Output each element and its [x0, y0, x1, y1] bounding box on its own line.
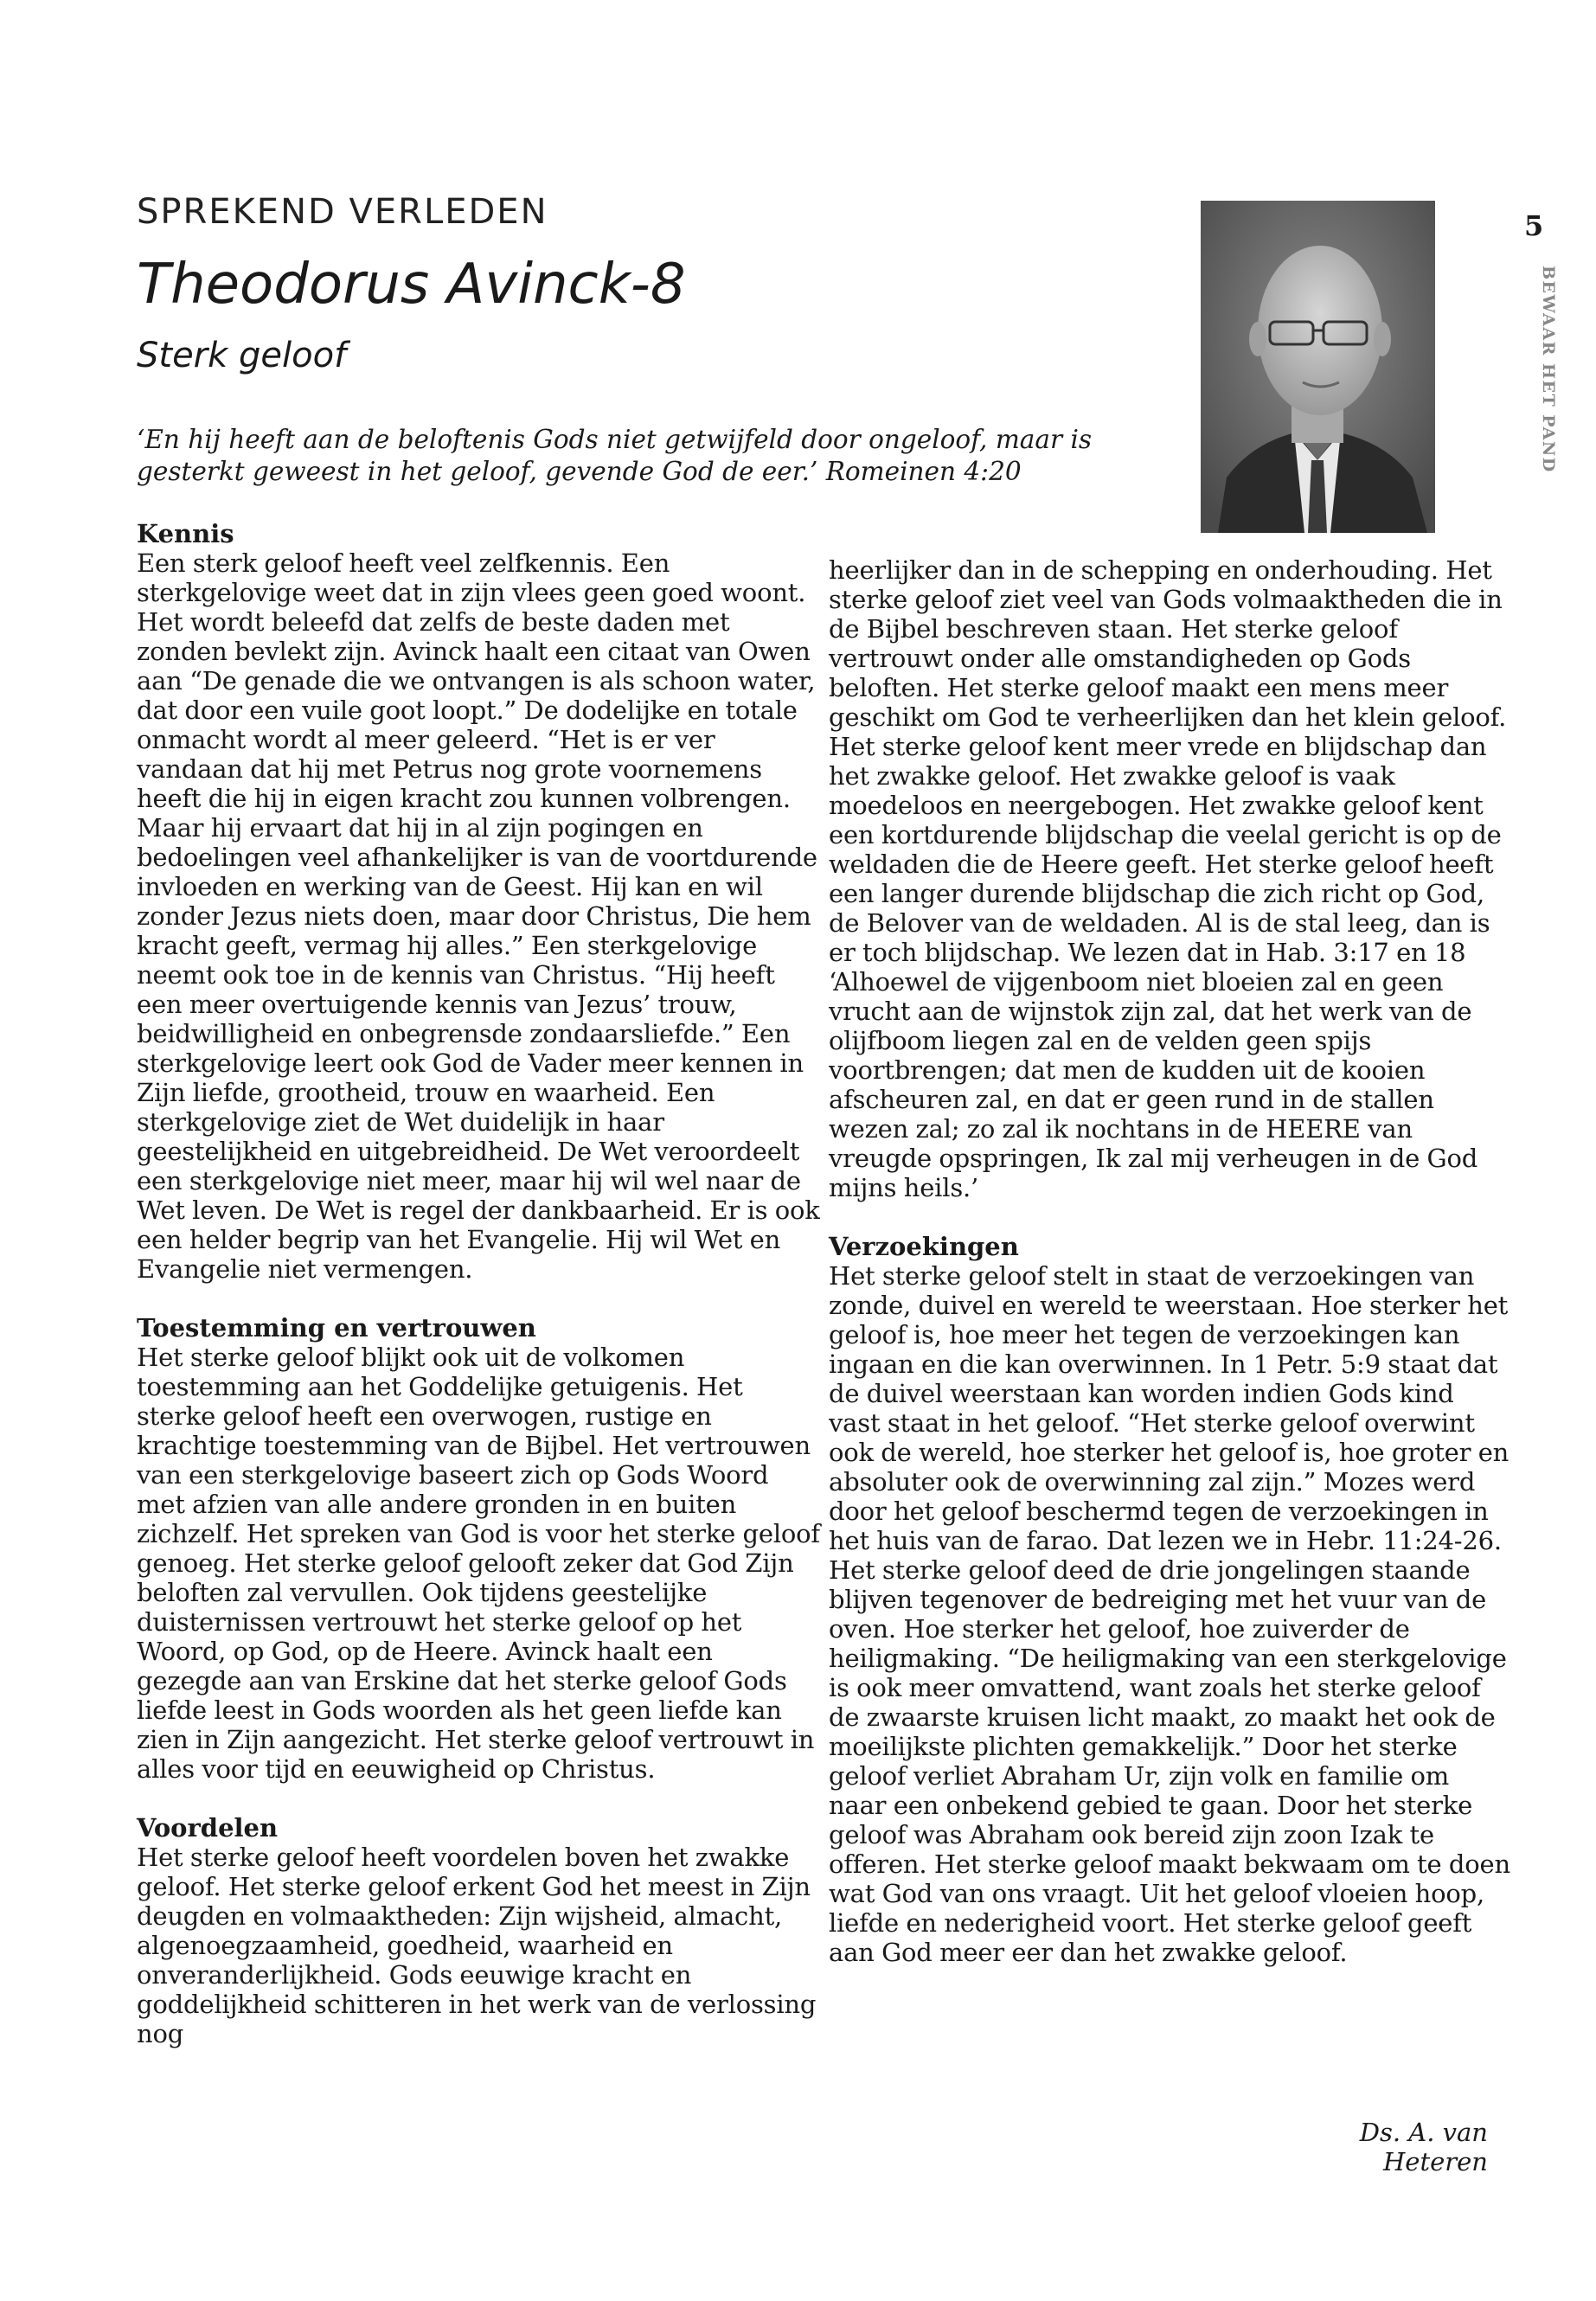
scripture-quote: ‘En hij heeft aan de beloftenis Gods niet getwijfeld door ongeloof, maar is gesterkt geweest in het geloof, gevende God de eer.’ Romeinen 4:20 — [137, 425, 1093, 486]
heading-kennis: Kennis — [137, 519, 234, 548]
left-column — [137, 519, 820, 2048]
heading-voordelen: Voordelen — [137, 1813, 279, 1843]
right-column — [829, 555, 1512, 1967]
paragraph-voordelen: Het sterke geloof heeft voordelen boven het zwakke geloof. Het sterke geloof erkent God het meest in Zijn deugden en volmaaktheden: Zijn wijsheid, almacht, algenoegzaamheid, goedheid, waarheid en onveranderlijkheid. Gods eeuwige kracht en goddelijkheid schitteren in het werk van de verlossing nog — [137, 1843, 817, 2048]
article-title: Theodorus Avinck-8 — [137, 253, 686, 317]
running-head-text: BEWAAR HET PAND — [1539, 266, 1558, 473]
paragraph-toestemming: Het sterke geloof blijkt ook uit de volkomen toestemming aan het Goddelijke getuigenis. Het sterke geloof heeft een overwogen, rustige en krachtige toestemming van de Bijbel. Het vertrouwen van een sterkgelovige baseert zich op Gods Woord met afzien van alle andere gronden in en buiten zichzelf. Het spreken van God is voor het sterke geloof genoeg. Het sterke geloof gelooft zeker dat God Zijn beloften zal vervullen. Ook tijdens geestelijke duisternissen vertrouwt het sterke geloof op het Woord, op God, op de Heere. Avinck haalt een gezegde aan van Erskine dat het sterke geloof Gods liefde leest in Gods woorden als het geen liefde kan zien in Zijn aangezicht. Het sterke geloof vertrouwt in alles voor tijd en eeuwigheid op Christus. — [137, 1343, 820, 1784]
portrait-icon — [1201, 201, 1435, 533]
author-signature: Ds. A. van Heteren — [1359, 2118, 1488, 2176]
paragraph-verzoekingen: Het sterke geloof stelt in staat de verzoekingen van zonde, duivel en wereld te weerstaan. Hoe sterker het geloof is, hoe meer het tegen de verzoekingen kan ingaan en die kan overwinnen. In 1 Petr. 5:9 staat dat de duivel weerstaan kan worden indien Gods kind vast staat in het geloof. “Het sterke geloof overwint ook de wereld, hoe sterker het geloof is, hoe groter en absoluter ook de overwinning zal zijn.” Mozes werd door het geloof beschermd tegen de verzoekingen in het huis van de farao. Dat lezen we in Hebr. 11:24-26. Het sterke geloof deed de drie jongelingen staande blijven tegenover de bedreiging met het vuur van de oven. Hoe sterker het geloof, hoe zuiverder de heiligmaking. “De heiligmaking van een sterkgelovige is ook meer omvattend, want zoals het sterke geloof de zwaarste kruisen licht maakt, zo maakt het ook de moeilijkste plichten gemakkelijk.” Door het sterke geloof verliet Abraham Ur, zijn volk en familie om naar een onbekend gebied te gaan. Door het sterke geloof was Abraham ook bereid zijn zoon Izak te offeren. Het sterke geloof maakt bekwaam om te doen wat God van ons vraagt. Uit het geloof vloeien hoop, liefde en nederigheid voort. Het sterke geloof geeft aan God meer eer dan het zwakke geloof. — [829, 1261, 1510, 1967]
paragraph-continuation: heerlijker dan in de schepping en onderhouding. Het sterke geloof ziet veel van Gods volmaaktheden die in de Bijbel beschreven staan. Het sterke geloof vertrouwt onder alle omstandigheden op Gods beloften. Het sterke geloof maakt een mens meer geschikt om God te verheerlijken dan het klein geloof. Het sterke geloof kent meer vrede en blijdschap dan het zwakke geloof. Het zwakke geloof is vaak moedeloos en neergebogen. Het zwakke geloof kent een kortdurende blijdschap die veelal gericht is op de weldaden die de Heere geeft. Het sterke geloof heeft een langer durende blijdschap die zich richt op God, de Belover van de weldaden. Al is de stal leeg, dan is er toch blijdschap. We lezen dat in Hab. 3:17 en 18 ‘Alhoewel de vijgenboom niet bloeien zal en geen vrucht aan de wijnstok zijn zal, dat het werk van de olijfboom liegen zal en de velden geen spijs voortbrengen; dat men de kudden uit de kooien afscheuren zal, en dat er geen rund in de stallen wezen zal; zo zal ik nochtans in de HEERE van vreugde opspringen, Ik zal mij verheugen in de God mijns heils.’ — [829, 555, 1507, 1202]
running-head — [1535, 266, 1558, 473]
heading-verzoekingen: Verzoekingen — [829, 1232, 1019, 1261]
section-label: SPREKEND VERLEDEN — [137, 192, 548, 232]
paragraph-kennis: Een sterk geloof heeft veel zelfkennis. Een sterkgelovige weet dat in zijn vlees geen goed woont. Het wordt beleefd dat zelfs de beste daden met zonden bevlekt zijn. Avinck haalt een citaat van Owen aan “De genade die we ontvangen is als schoon water, dat door een vuile goot loopt.” De dodelijke en totale onmacht wordt al meer geleerd. “Het is er ver vandaan dat hij met Petrus nog grote voornemens heeft die hij in eigen kracht zou kunnen volbrengen. Maar hij ervaart dat hij in al zijn pogingen en bedoelingen veel afhankelijker is van de voortdurende invloeden en werking van de Geest. Hij kan en wil zonder Jezus niets doen, maar door Christus, Die hem kracht geeft, vermag hij alles.” Een sterkgelovige neemt ook toe in de kennis van Christus. “Hij heeft een meer overtuigende kennis van Jezus’ trouw, beidwilligheid en onbegrensde zondaarsliefde.” Een sterkgelovige leert ook God de Vader meer kennen in Zijn liefde, grootheid, trouw en waarheid. Een sterkgelovige ziet de Wet duidelijk in haar geestelijkheid en uitgebreidheid. De Wet veroordeelt een sterkgelovige niet meer, maar hij wil wel naar de Wet leven. De Wet is regel der dankbaarheid. Er is ook een helder begrip van het Evangelie. Hij wil Wet en Evangelie niet vermengen. — [137, 548, 820, 1284]
page-number: 5 — [1524, 209, 1544, 242]
article-subtitle: Sterk geloof — [137, 336, 347, 375]
heading-toestemming: Toestemming en vertrouwen — [137, 1313, 536, 1343]
portrait-photo — [1201, 201, 1435, 533]
